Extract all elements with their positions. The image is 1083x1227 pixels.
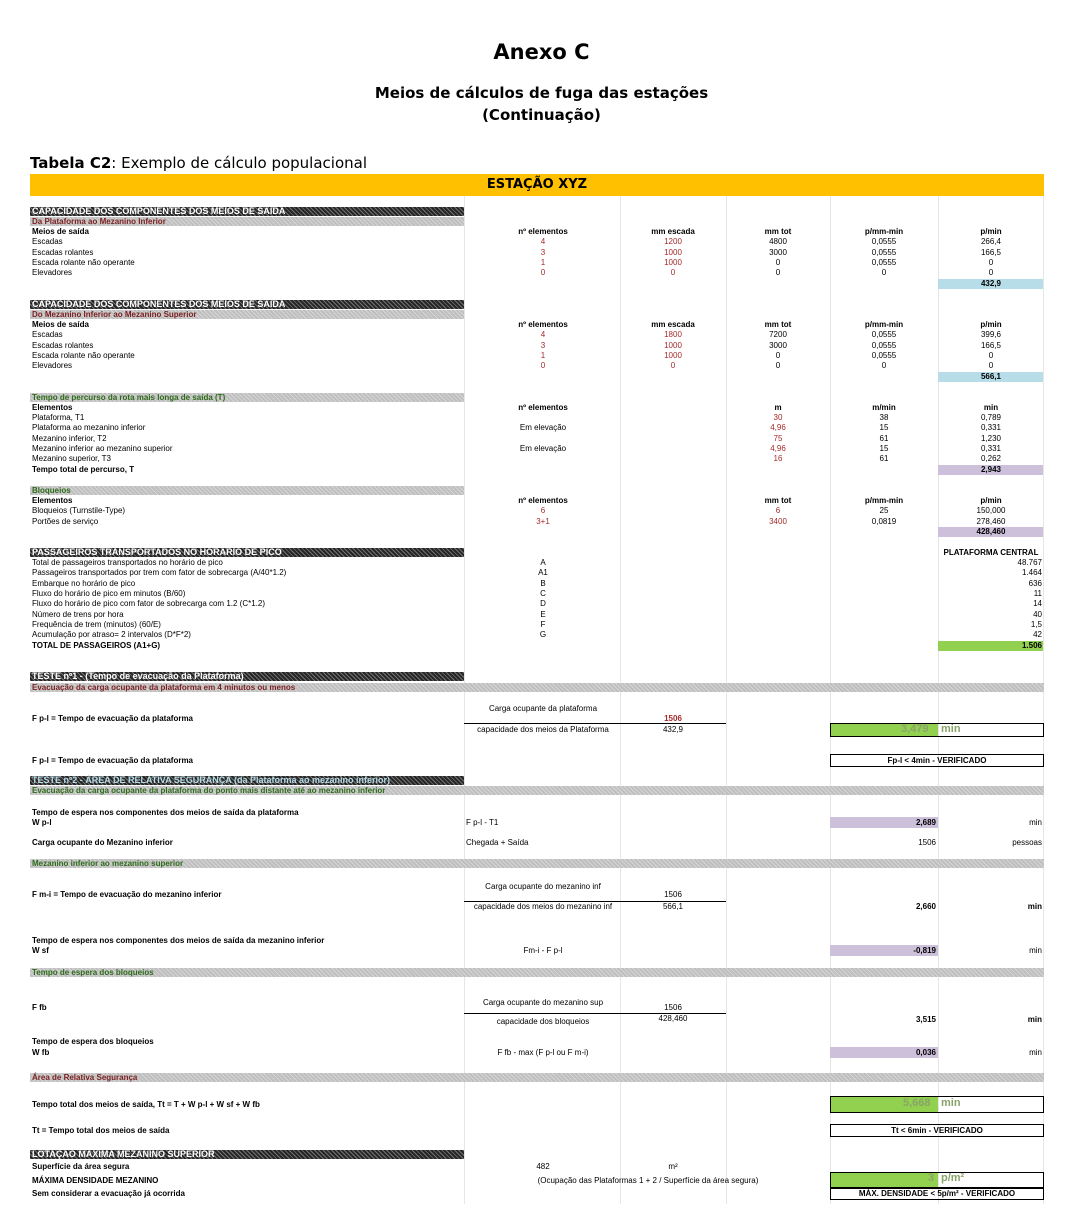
cell: 166,5 bbox=[980, 248, 1002, 257]
table-row bbox=[30, 258, 1044, 268]
cell: G bbox=[539, 630, 547, 639]
cell: 150,000 bbox=[976, 506, 1006, 515]
cell: 0 bbox=[775, 268, 781, 277]
cell: Plataforma, T1 bbox=[32, 413, 85, 422]
table-row bbox=[30, 423, 1044, 433]
table-header-row bbox=[30, 227, 1044, 237]
cell: Mezanino superior, T3 bbox=[32, 454, 112, 463]
spreadsheet bbox=[30, 174, 1044, 1204]
cell: Plataforma ao mezanino inferior bbox=[32, 423, 146, 432]
cell: 75 bbox=[773, 434, 783, 443]
numerator-value: 1506 bbox=[664, 1003, 682, 1012]
subsection-bar: Da Plataforma ao Mezanino Inferior bbox=[30, 217, 464, 226]
ffb-value: 3,515 bbox=[915, 1015, 936, 1024]
subsection-bar: Tempo de espera dos bloqueios bbox=[30, 968, 1044, 977]
table-row bbox=[30, 620, 1044, 630]
denominator-label: capacidade dos bloqueios bbox=[496, 1017, 590, 1026]
cell: 0,0819 bbox=[871, 517, 897, 526]
verification-box: Fp-l < 4min - VERIFICADO bbox=[830, 754, 1044, 767]
cell: 0 bbox=[988, 351, 994, 360]
col-header: mm escada bbox=[651, 320, 695, 329]
surface-label: Superfície da área segura bbox=[32, 1162, 130, 1171]
table-row bbox=[30, 361, 1044, 371]
cell: 1000 bbox=[664, 341, 682, 350]
cell: 0 bbox=[881, 361, 887, 370]
col-header: Elementos bbox=[32, 496, 73, 505]
cell: 0,331 bbox=[980, 423, 1002, 432]
platform-column-header: PLATAFORMA CENTRAL bbox=[943, 548, 1039, 557]
cell: Escadas bbox=[32, 330, 63, 339]
wpl-label: W p-l bbox=[32, 818, 52, 827]
table-row bbox=[30, 454, 1044, 464]
column-label-row bbox=[30, 548, 1044, 558]
cell: 4800 bbox=[769, 237, 787, 246]
cell: 166,5 bbox=[980, 341, 1002, 350]
cell: 1.464 bbox=[1021, 568, 1042, 577]
table-row bbox=[30, 341, 1044, 351]
table-row bbox=[30, 568, 1044, 578]
fraction-line bbox=[464, 723, 726, 724]
station-header: ESTAÇÃO XYZ bbox=[30, 174, 1044, 196]
section-bar-test-1: TESTE nº1 - (Tempo de evacuação da Plataforma) bbox=[30, 672, 464, 681]
numerator-value: 1506 bbox=[664, 714, 682, 723]
note-label: Sem considerar a evacuação já ocorrida bbox=[32, 1189, 185, 1198]
cell: 6 bbox=[540, 506, 546, 515]
cell: 636 bbox=[1028, 579, 1042, 588]
cell: 4 bbox=[540, 237, 546, 246]
cell: 1 bbox=[540, 351, 546, 360]
total-label: Tempo total de percurso, T bbox=[32, 465, 135, 474]
denominator-value: 432,9 bbox=[662, 725, 684, 734]
denominator-value: 566,1 bbox=[662, 902, 684, 911]
fmi-value: 2,660 bbox=[915, 902, 936, 911]
cell: 0 bbox=[988, 258, 994, 267]
cell: 0,0555 bbox=[871, 258, 897, 267]
cell: 7200 bbox=[769, 330, 787, 339]
density-value: 3 bbox=[928, 1172, 935, 1184]
cell: 1 bbox=[540, 258, 546, 267]
unit-label: min bbox=[1029, 818, 1042, 827]
col-header: mm escada bbox=[651, 227, 695, 236]
wait-title: Tempo de espera nos componentes dos meios de saída da plataforma bbox=[32, 808, 299, 817]
table-row bbox=[30, 237, 1044, 247]
table-header-row bbox=[30, 403, 1044, 413]
table-row bbox=[30, 558, 1044, 568]
col-header: m/min bbox=[872, 403, 896, 412]
cell: 1000 bbox=[664, 248, 682, 257]
denominator-label: capacidade dos meios do mezanino inf bbox=[473, 902, 613, 911]
cell: 3 bbox=[540, 248, 546, 257]
cell: 0,331 bbox=[980, 444, 1002, 453]
cell: Fluxo do horário de pico com fator de sobrecarga com 1.2 (C*1.2) bbox=[32, 599, 266, 608]
carga-value: 1506 bbox=[918, 838, 936, 847]
surface-unit: m² bbox=[668, 1162, 678, 1171]
table-row bbox=[30, 351, 1044, 361]
table-row bbox=[30, 506, 1044, 516]
cell: 3000 bbox=[769, 341, 787, 350]
cell: 16 bbox=[773, 454, 783, 463]
table-header-row bbox=[30, 496, 1044, 506]
formula-row bbox=[30, 704, 1044, 714]
wpl-formula: F p-l - T1 bbox=[466, 818, 499, 827]
tt-label: Tempo total dos meios de saída, Tt = T + W p-l + W sf + W fb bbox=[32, 1100, 260, 1109]
cell: 4 bbox=[540, 330, 546, 339]
density-label: MÁXIMA DENSIDADE MEZANINO bbox=[32, 1176, 159, 1185]
document-subtitle: Meios de cálculos de fuga das estações bbox=[374, 84, 709, 102]
cell: 0 bbox=[988, 268, 994, 277]
cell: A1 bbox=[538, 568, 548, 577]
cell: 1200 bbox=[664, 237, 682, 246]
cell: Escada rolante não operante bbox=[32, 351, 135, 360]
denominator-label: capacidade dos meios da Plataforma bbox=[477, 725, 609, 734]
cell: Total de passageiros transportados no horário de pico bbox=[32, 558, 223, 567]
denominator-value: 428,460 bbox=[658, 1014, 688, 1023]
cell: 14 bbox=[1033, 599, 1042, 608]
col-header: p/min bbox=[980, 227, 1002, 236]
wfb-title-row bbox=[30, 1037, 1044, 1047]
total-row bbox=[30, 465, 1044, 475]
cell: Portões de serviço bbox=[32, 517, 99, 526]
table-row bbox=[30, 579, 1044, 589]
result-unit: min bbox=[941, 723, 961, 735]
cell: 399,6 bbox=[980, 330, 1002, 339]
unit-label: min bbox=[1027, 1015, 1042, 1024]
cell: B bbox=[540, 579, 546, 588]
wsf-formula: Fm-i - F p-l bbox=[523, 946, 563, 955]
cell: 6 bbox=[775, 506, 781, 515]
wpl-row bbox=[30, 818, 1044, 828]
cell: 0,0555 bbox=[871, 351, 897, 360]
cell: D bbox=[540, 599, 546, 608]
cell: 3+1 bbox=[536, 517, 550, 526]
annex-title: Anexo C bbox=[493, 40, 590, 64]
density-formula: (Ocupação das Plataformas 1 + 2 / Superfície da área segura) bbox=[537, 1176, 759, 1185]
col-header: mm tot bbox=[764, 320, 792, 329]
formula-label: F p-l = Tempo de evacuação da plataforma bbox=[32, 714, 194, 723]
cell: 1,5 bbox=[1030, 620, 1042, 629]
section-bar-travel-time: Tempo de percurso da rota mais longa de saída (T) bbox=[30, 393, 464, 402]
surface-value: 482 bbox=[536, 1162, 550, 1171]
subsection-bar: Evacuação da carga ocupante da plataforma do ponto mais distante até ao mezanino inferior bbox=[30, 786, 1044, 795]
cell: 0,0555 bbox=[871, 341, 897, 350]
cell: 0 bbox=[988, 361, 994, 370]
formula-row bbox=[30, 890, 1044, 900]
wfb-title: Tempo de espera dos bloqueios bbox=[32, 1037, 154, 1046]
table-row bbox=[30, 248, 1044, 258]
unit-label: min bbox=[1027, 902, 1042, 911]
col-header: p/mm-min bbox=[864, 227, 904, 236]
cell: Fluxo do horário de pico em minutos (B/60) bbox=[32, 589, 186, 598]
col-header: mm tot bbox=[764, 496, 792, 505]
cell: 0 bbox=[670, 268, 676, 277]
formula-row bbox=[30, 1017, 1044, 1027]
cell: Escada rolante não operante bbox=[32, 258, 135, 267]
wfb-label: W fb bbox=[32, 1048, 50, 1057]
cell: Bloqueios (Turnstile-Type) bbox=[32, 506, 126, 515]
cell: 15 bbox=[879, 444, 889, 453]
cell: 0,262 bbox=[980, 454, 1002, 463]
cell: 3400 bbox=[769, 517, 787, 526]
formula-label: F m-i = Tempo de evacuação do mezanino inferior bbox=[32, 890, 222, 899]
table-row bbox=[30, 444, 1044, 454]
total-row bbox=[30, 279, 1044, 289]
total-label: TOTAL DE PASSAGEIROS (A1+G) bbox=[32, 641, 161, 650]
cell: 30 bbox=[773, 413, 783, 422]
cell: 0 bbox=[540, 268, 546, 277]
cell: Embarque no horário de pico bbox=[32, 579, 136, 588]
table-row bbox=[30, 434, 1044, 444]
cell: 0,0555 bbox=[871, 248, 897, 257]
cell: F bbox=[540, 620, 546, 629]
col-header: Elementos bbox=[32, 403, 73, 412]
cell: 48.767 bbox=[1017, 558, 1042, 567]
cell: 0 bbox=[775, 361, 781, 370]
col-header: nº elementos bbox=[518, 403, 568, 412]
table-row bbox=[30, 330, 1044, 340]
cell: 11 bbox=[1033, 589, 1042, 598]
unit-label: pessoas bbox=[1012, 838, 1042, 847]
cell: 266,4 bbox=[980, 237, 1002, 246]
cell: 0,0555 bbox=[871, 330, 897, 339]
wpl-value: 2,689 bbox=[915, 818, 936, 827]
numerator-label: Carga ocupante da plataforma bbox=[488, 704, 598, 713]
table-row bbox=[30, 630, 1044, 640]
wfb-formula: F fb - max (F p-l ou F m-i) bbox=[497, 1048, 589, 1057]
cell: Em elevação bbox=[519, 444, 567, 453]
carga-row bbox=[30, 838, 1044, 848]
total-row bbox=[30, 372, 1044, 382]
cell: 38 bbox=[879, 413, 889, 422]
cell: C bbox=[540, 589, 546, 598]
table-row bbox=[30, 413, 1044, 423]
subsection-bar: Mezanino inferior ao mezanino superior bbox=[30, 859, 1044, 868]
cell: 1000 bbox=[664, 258, 682, 267]
cell: 4,96 bbox=[770, 423, 786, 432]
cell: Elevadores bbox=[32, 361, 73, 370]
col-header: Meios de saída bbox=[32, 227, 89, 236]
result-value: 3,479 bbox=[901, 723, 929, 735]
verification-box: MÁX. DENSIDADE < 5p/m² - VERIFICADO bbox=[830, 1188, 1044, 1200]
cell: Mezanino inferior, T2 bbox=[32, 434, 107, 443]
total-value: 566,1 bbox=[980, 372, 1002, 381]
table-header-row bbox=[30, 320, 1044, 330]
total-value: 1.506 bbox=[1021, 641, 1042, 650]
numerator-value: 1506 bbox=[664, 890, 682, 899]
wfb-row bbox=[30, 1048, 1044, 1058]
col-header: p/min bbox=[980, 320, 1002, 329]
carga-label: Carga ocupante do Mezanino inferior bbox=[32, 838, 173, 847]
section-bar-capacity-1: CAPACIDADE DOS COMPONENTES DOS MEIOS DE SAÍDA bbox=[30, 207, 464, 216]
table-caption-text: : Exemplo de cálculo populacional bbox=[111, 154, 367, 172]
col-header: p/min bbox=[980, 496, 1002, 505]
col-header: p/mm-min bbox=[864, 496, 904, 505]
cell: 15 bbox=[879, 423, 889, 432]
cell: Passageiros transportados por trem com fator de sobrecarga (A/40*1.2) bbox=[32, 568, 287, 577]
unit-label: min bbox=[1029, 1048, 1042, 1057]
cell: 0 bbox=[775, 351, 781, 360]
subsection-bar: Área de Relativa Segurança bbox=[30, 1073, 1044, 1082]
cell: 3000 bbox=[769, 248, 787, 257]
cell: 4,96 bbox=[770, 444, 786, 453]
cell: Acumulação por atraso= 2 intervalos (D*F*2) bbox=[32, 630, 191, 639]
total-value: 2,943 bbox=[980, 465, 1002, 474]
cell: 1800 bbox=[664, 330, 682, 339]
cell: Em elevação bbox=[519, 423, 567, 432]
section-bar-lotacao: LOTAÇÃO MÁXIMA MEZANINO SUPERIOR bbox=[30, 1150, 464, 1159]
unit-label: min bbox=[1029, 946, 1042, 955]
tt-unit: min bbox=[941, 1097, 961, 1109]
total-value: 432,9 bbox=[980, 279, 1002, 288]
formula-label: F fb bbox=[32, 1003, 47, 1012]
cell: Elevadores bbox=[32, 268, 73, 277]
carga-formula: Chegada + Saída bbox=[466, 838, 529, 847]
col-header: nº elementos bbox=[518, 496, 568, 505]
result-box bbox=[830, 723, 1044, 737]
cell: 40 bbox=[1033, 610, 1042, 619]
cell: Frequência de trem (minutos) (60/E) bbox=[32, 620, 161, 629]
wsf-label: W sf bbox=[32, 946, 49, 955]
subsection-bar: Evacuação da carga ocupante da plataforma em 4 minutos ou menos bbox=[30, 683, 1044, 692]
cell: 0,789 bbox=[980, 413, 1002, 422]
surface-row bbox=[30, 1162, 1044, 1172]
wsf-row bbox=[30, 946, 1044, 956]
check-label: F p-l = Tempo de evacuação da plataforma bbox=[32, 756, 194, 765]
col-header: min bbox=[983, 403, 999, 412]
cell: 0 bbox=[775, 258, 781, 267]
cell: 0 bbox=[670, 361, 676, 370]
numerator-label: Carga ocupante do mezanino inf bbox=[485, 882, 601, 891]
density-unit: p/m² bbox=[941, 1172, 965, 1184]
cell: 3 bbox=[540, 341, 546, 350]
section-bar-bloqueios: Bloqueios bbox=[30, 486, 464, 495]
tt-result-box bbox=[830, 1096, 1044, 1113]
cell: Escadas bbox=[32, 237, 63, 246]
cell: Número de trens por hora bbox=[32, 610, 124, 619]
section-bar-test-2: TESTE nº2 - ÁREA DE RELATIVA SEGURANÇA (da Plataforma ao mezanino inferior) bbox=[30, 776, 464, 785]
cell: 0,0555 bbox=[871, 237, 897, 246]
tt-value: 5,668 bbox=[903, 1097, 931, 1109]
cell: 1000 bbox=[664, 351, 682, 360]
table-row bbox=[30, 599, 1044, 609]
formula-row bbox=[30, 1003, 1044, 1013]
wsf-value: -0,819 bbox=[913, 946, 936, 955]
tt-check-label: Tt = Tempo total dos meios de saída bbox=[32, 1126, 170, 1135]
cell: 0 bbox=[540, 361, 546, 370]
continuation-label: (Continuação) bbox=[482, 106, 601, 124]
cell: 25 bbox=[879, 506, 889, 515]
subsection-bar: Do Mezanino Inferior ao Mezanino Superior bbox=[30, 310, 464, 319]
total-row bbox=[30, 641, 1044, 651]
table-caption bbox=[30, 154, 367, 172]
cell: 61 bbox=[879, 434, 889, 443]
cell: Escadas rolantes bbox=[32, 248, 94, 257]
cell: 0 bbox=[881, 268, 887, 277]
table-label: Tabela C2 bbox=[30, 154, 112, 172]
cell: 278,460 bbox=[976, 517, 1006, 526]
col-header: nº elementos bbox=[518, 320, 568, 329]
density-row bbox=[30, 1176, 1044, 1186]
cell: 1,230 bbox=[980, 434, 1002, 443]
col-header: p/mm-min bbox=[864, 320, 904, 329]
cell: 61 bbox=[879, 454, 889, 463]
table-row bbox=[30, 589, 1044, 599]
cell: 42 bbox=[1033, 630, 1042, 639]
table-row bbox=[30, 268, 1044, 278]
table-row bbox=[30, 517, 1044, 527]
cell: Escadas rolantes bbox=[32, 341, 94, 350]
cell: Mezanino inferior ao mezanino superior bbox=[32, 444, 173, 453]
col-header: Meios de saída bbox=[32, 320, 89, 329]
cell: A bbox=[540, 558, 546, 567]
section-bar-passengers: PASSAGEIROS TRANSPORTADOS NO HORÁRIO DE PICO bbox=[30, 548, 464, 557]
total-row bbox=[30, 527, 1044, 537]
col-header: nº elementos bbox=[518, 227, 568, 236]
table-row bbox=[30, 610, 1044, 620]
cell: E bbox=[540, 610, 546, 619]
numerator-label: Carga ocupante do mezanino sup bbox=[482, 998, 604, 1007]
verification-box: Tt < 6min - VERIFICADO bbox=[830, 1124, 1044, 1137]
formula-row bbox=[30, 902, 1044, 912]
col-header: m bbox=[774, 403, 782, 412]
section-bar-capacity-2: CAPACIDADE DOS COMPONENTES DOS MEIOS DE SAÍDA bbox=[30, 300, 464, 309]
col-header: mm tot bbox=[764, 227, 792, 236]
total-value: 428,460 bbox=[976, 527, 1006, 536]
wsf-title: Tempo de espera nos componentes dos meios de saída da mezanino inferior bbox=[32, 936, 325, 945]
wfb-value: 0,036 bbox=[915, 1048, 936, 1057]
